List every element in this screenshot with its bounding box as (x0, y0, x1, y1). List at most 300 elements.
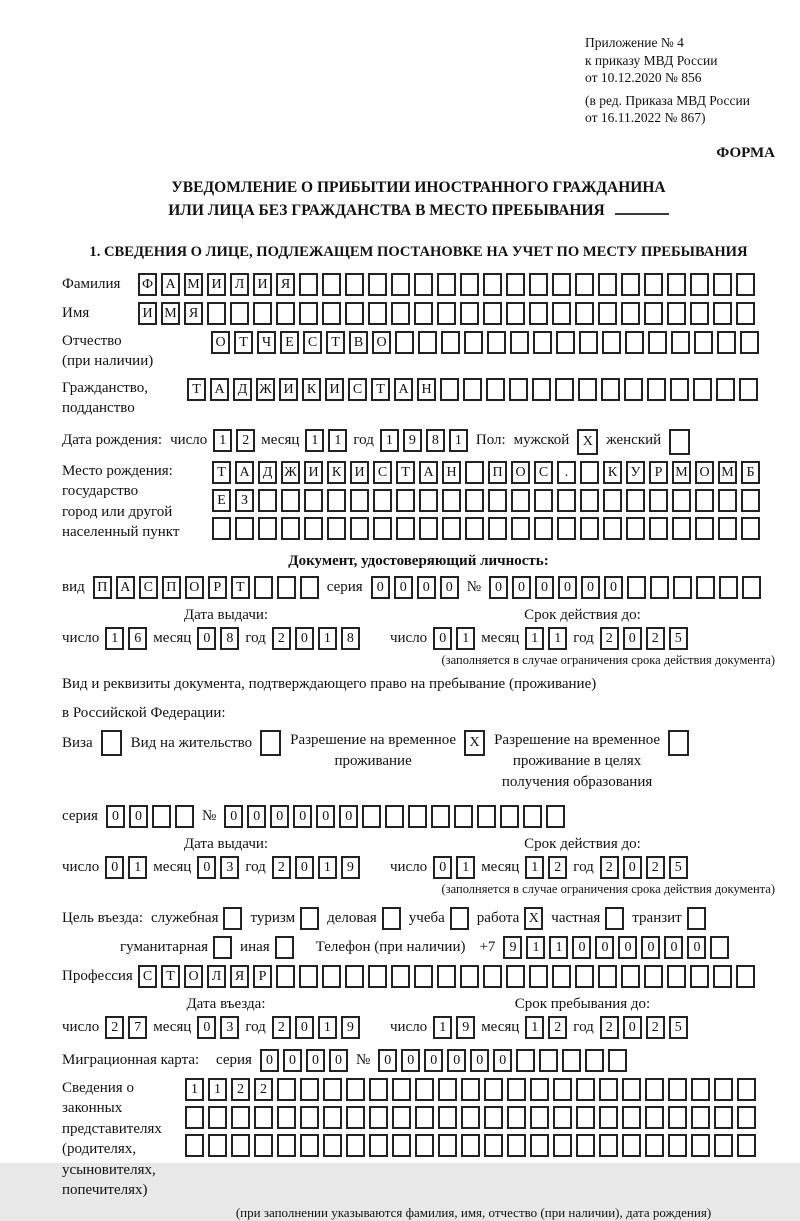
char-box[interactable] (626, 489, 645, 512)
char-box[interactable]: 1 (433, 1016, 452, 1039)
char-box[interactable]: О (211, 331, 230, 354)
char-box[interactable] (258, 517, 277, 540)
char-box[interactable] (368, 302, 387, 325)
char-box[interactable]: С (348, 378, 367, 401)
char-box[interactable]: Т (187, 378, 206, 401)
char-box[interactable] (276, 965, 295, 988)
char-box[interactable]: С (138, 965, 157, 988)
char-box[interactable] (414, 273, 433, 296)
char-box[interactable] (437, 965, 456, 988)
char-box[interactable]: 7 (128, 1016, 147, 1039)
char-box[interactable] (419, 517, 438, 540)
char-box[interactable] (322, 965, 341, 988)
char-box[interactable] (101, 730, 122, 756)
char-box[interactable]: 0 (664, 936, 683, 959)
char-box[interactable] (736, 273, 755, 296)
char-box[interactable]: 0 (440, 576, 459, 599)
char-box[interactable] (575, 273, 594, 296)
char-box[interactable] (506, 302, 525, 325)
char-box[interactable] (713, 273, 732, 296)
char-box[interactable]: Т (231, 576, 250, 599)
char-box[interactable]: 0 (306, 1049, 325, 1072)
char-box[interactable]: 5 (669, 627, 688, 650)
char-box[interactable]: К (327, 461, 346, 484)
char-box[interactable]: Ж (281, 461, 300, 484)
char-box[interactable] (552, 965, 571, 988)
char-box[interactable] (667, 273, 686, 296)
char-box[interactable] (442, 517, 461, 540)
char-box[interactable] (345, 302, 364, 325)
char-box[interactable] (258, 489, 277, 512)
char-box[interactable]: Д (233, 378, 252, 401)
char-box[interactable] (625, 331, 644, 354)
char-box[interactable]: 1 (549, 936, 568, 959)
char-box[interactable] (718, 517, 737, 540)
char-box[interactable]: Т (212, 461, 231, 484)
char-box[interactable]: 0 (401, 1049, 420, 1072)
char-box[interactable] (741, 489, 760, 512)
char-box[interactable]: . (557, 461, 576, 484)
char-box[interactable]: 1 (449, 429, 468, 452)
char-box[interactable] (622, 1106, 641, 1129)
char-box[interactable]: 1 (328, 429, 347, 452)
char-box[interactable]: Т (371, 378, 390, 401)
char-box[interactable]: 0 (433, 856, 452, 879)
char-box[interactable]: В (349, 331, 368, 354)
char-box[interactable] (580, 489, 599, 512)
char-box[interactable]: 8 (426, 429, 445, 452)
char-box[interactable] (608, 1049, 627, 1072)
char-box[interactable] (483, 965, 502, 988)
char-box[interactable] (557, 517, 576, 540)
char-box[interactable] (304, 489, 323, 512)
char-box[interactable]: 1 (380, 429, 399, 452)
char-box[interactable] (529, 302, 548, 325)
char-box[interactable] (185, 1134, 204, 1157)
char-box[interactable]: 2 (272, 627, 291, 650)
char-box[interactable]: 2 (646, 1016, 665, 1039)
char-box[interactable]: Р (649, 461, 668, 484)
char-box[interactable] (687, 907, 706, 930)
char-box[interactable]: 0 (378, 1049, 397, 1072)
char-box[interactable] (742, 576, 761, 599)
char-box[interactable] (647, 378, 666, 401)
char-box[interactable] (599, 1078, 618, 1101)
char-box[interactable] (672, 489, 691, 512)
char-box[interactable]: 0 (129, 805, 148, 828)
char-box[interactable]: Я (230, 965, 249, 988)
char-box[interactable] (323, 1134, 342, 1157)
char-box[interactable]: 0 (512, 576, 531, 599)
char-box[interactable]: 1 (525, 627, 544, 650)
char-box[interactable] (346, 1134, 365, 1157)
char-box[interactable] (530, 1078, 549, 1101)
char-box[interactable]: З (235, 489, 254, 512)
char-box[interactable] (350, 517, 369, 540)
char-box[interactable] (714, 1106, 733, 1129)
char-box[interactable] (553, 1106, 572, 1129)
char-box[interactable]: 9 (341, 856, 360, 879)
char-box[interactable]: 0 (623, 627, 642, 650)
char-box[interactable]: 1 (318, 856, 337, 879)
char-box[interactable] (576, 1106, 595, 1129)
char-box[interactable]: 1 (105, 627, 124, 650)
char-box[interactable] (553, 1134, 572, 1157)
char-box[interactable] (562, 1049, 581, 1072)
char-box[interactable]: X (464, 730, 485, 756)
char-box[interactable]: Ч (257, 331, 276, 354)
char-box[interactable]: 0 (260, 1049, 279, 1072)
char-box[interactable]: 0 (558, 576, 577, 599)
char-box[interactable] (463, 378, 482, 401)
char-box[interactable] (506, 965, 525, 988)
char-box[interactable]: 1 (318, 1016, 337, 1039)
char-box[interactable] (644, 273, 663, 296)
char-box[interactable] (534, 489, 553, 512)
char-box[interactable] (437, 302, 456, 325)
char-box[interactable]: П (162, 576, 181, 599)
char-box[interactable] (603, 489, 622, 512)
char-box[interactable]: 0 (581, 576, 600, 599)
char-box[interactable] (484, 1078, 503, 1101)
char-box[interactable] (483, 273, 502, 296)
char-box[interactable] (231, 1134, 250, 1157)
char-box[interactable]: У (626, 461, 645, 484)
char-box[interactable] (369, 1106, 388, 1129)
char-box[interactable] (605, 907, 624, 930)
char-box[interactable] (461, 1078, 480, 1101)
char-box[interactable] (213, 936, 232, 959)
char-box[interactable]: А (116, 576, 135, 599)
char-box[interactable] (693, 378, 712, 401)
char-box[interactable]: Е (280, 331, 299, 354)
char-box[interactable]: 2 (236, 429, 255, 452)
char-box[interactable]: 0 (623, 856, 642, 879)
char-box[interactable]: Я (184, 302, 203, 325)
char-box[interactable] (275, 936, 294, 959)
char-box[interactable] (345, 273, 364, 296)
char-box[interactable]: 0 (295, 1016, 314, 1039)
char-box[interactable]: 2 (254, 1078, 273, 1101)
char-box[interactable]: Е (212, 489, 231, 512)
char-box[interactable]: 0 (339, 805, 358, 828)
char-box[interactable] (557, 489, 576, 512)
char-box[interactable]: Р (208, 576, 227, 599)
char-box[interactable] (716, 378, 735, 401)
char-box[interactable]: 0 (371, 576, 390, 599)
char-box[interactable] (207, 302, 226, 325)
char-box[interactable] (414, 302, 433, 325)
char-box[interactable]: 0 (270, 805, 289, 828)
char-box[interactable] (385, 805, 404, 828)
char-box[interactable] (516, 1049, 535, 1072)
char-box[interactable] (737, 1106, 756, 1129)
char-box[interactable]: А (419, 461, 438, 484)
char-box[interactable] (208, 1106, 227, 1129)
char-box[interactable] (477, 805, 496, 828)
char-box[interactable] (185, 1106, 204, 1129)
char-box[interactable] (277, 1106, 296, 1129)
char-box[interactable] (300, 907, 319, 930)
char-box[interactable] (465, 461, 484, 484)
char-box[interactable]: 0 (295, 627, 314, 650)
char-box[interactable]: 8 (220, 627, 239, 650)
char-box[interactable] (691, 1078, 710, 1101)
char-box[interactable] (622, 1078, 641, 1101)
char-box[interactable] (690, 273, 709, 296)
char-box[interactable]: 0 (687, 936, 706, 959)
char-box[interactable]: 1 (548, 627, 567, 650)
char-box[interactable]: И (253, 273, 272, 296)
char-box[interactable]: 2 (548, 856, 567, 879)
char-box[interactable] (575, 302, 594, 325)
char-box[interactable] (671, 331, 690, 354)
char-box[interactable] (530, 1134, 549, 1157)
char-box[interactable] (530, 1106, 549, 1129)
char-box[interactable]: А (394, 378, 413, 401)
char-box[interactable] (621, 302, 640, 325)
char-box[interactable] (464, 331, 483, 354)
char-box[interactable] (415, 1078, 434, 1101)
char-box[interactable]: К (302, 378, 321, 401)
char-box[interactable] (578, 378, 597, 401)
char-box[interactable] (486, 378, 505, 401)
char-box[interactable]: Л (230, 273, 249, 296)
char-box[interactable]: О (372, 331, 391, 354)
char-box[interactable]: 0 (329, 1049, 348, 1072)
char-box[interactable]: Н (442, 461, 461, 484)
char-box[interactable]: 0 (106, 805, 125, 828)
char-box[interactable]: Ж (256, 378, 275, 401)
char-box[interactable]: И (207, 273, 226, 296)
char-box[interactable] (645, 1106, 664, 1129)
char-box[interactable] (585, 1049, 604, 1072)
char-box[interactable] (300, 1106, 319, 1129)
char-box[interactable] (300, 1134, 319, 1157)
char-box[interactable] (395, 331, 414, 354)
char-box[interactable]: 9 (341, 1016, 360, 1039)
char-box[interactable] (415, 1134, 434, 1157)
char-box[interactable] (695, 489, 714, 512)
char-box[interactable] (276, 302, 295, 325)
char-box[interactable]: 1 (526, 936, 545, 959)
char-box[interactable] (717, 331, 736, 354)
char-box[interactable] (552, 273, 571, 296)
char-box[interactable] (431, 805, 450, 828)
char-box[interactable] (322, 273, 341, 296)
char-box[interactable]: 0 (572, 936, 591, 959)
char-box[interactable]: 2 (600, 1016, 619, 1039)
char-box[interactable] (254, 1106, 273, 1129)
char-box[interactable]: Я (276, 273, 295, 296)
char-box[interactable] (500, 805, 519, 828)
char-box[interactable]: 8 (341, 627, 360, 650)
char-box[interactable] (408, 805, 427, 828)
char-box[interactable] (713, 965, 732, 988)
char-box[interactable]: 0 (424, 1049, 443, 1072)
char-box[interactable] (598, 302, 617, 325)
char-box[interactable] (741, 517, 760, 540)
char-box[interactable] (645, 1134, 664, 1157)
char-box[interactable] (668, 1134, 687, 1157)
char-box[interactable]: А (210, 378, 229, 401)
char-box[interactable] (580, 517, 599, 540)
char-box[interactable] (736, 302, 755, 325)
char-box[interactable] (669, 429, 690, 455)
char-box[interactable] (507, 1134, 526, 1157)
char-box[interactable]: М (161, 302, 180, 325)
char-box[interactable] (442, 489, 461, 512)
char-box[interactable] (304, 517, 323, 540)
char-box[interactable] (690, 302, 709, 325)
char-box[interactable]: М (672, 461, 691, 484)
char-box[interactable] (465, 489, 484, 512)
char-box[interactable] (601, 378, 620, 401)
char-box[interactable] (441, 331, 460, 354)
char-box[interactable]: 0 (489, 576, 508, 599)
char-box[interactable] (440, 378, 459, 401)
char-box[interactable] (281, 517, 300, 540)
char-box[interactable]: М (718, 461, 737, 484)
char-box[interactable]: 5 (669, 856, 688, 879)
char-box[interactable]: О (184, 965, 203, 988)
char-box[interactable]: А (161, 273, 180, 296)
char-box[interactable] (714, 1134, 733, 1157)
char-box[interactable] (362, 805, 381, 828)
char-box[interactable] (552, 302, 571, 325)
char-box[interactable]: 2 (105, 1016, 124, 1039)
char-box[interactable] (327, 517, 346, 540)
char-box[interactable] (691, 1106, 710, 1129)
char-box[interactable] (391, 965, 410, 988)
char-box[interactable] (253, 302, 272, 325)
char-box[interactable] (511, 517, 530, 540)
char-box[interactable]: 9 (456, 1016, 475, 1039)
char-box[interactable] (299, 302, 318, 325)
char-box[interactable]: 9 (403, 429, 422, 452)
char-box[interactable] (277, 1134, 296, 1157)
char-box[interactable]: 3 (220, 856, 239, 879)
char-box[interactable] (714, 1078, 733, 1101)
char-box[interactable] (350, 489, 369, 512)
char-box[interactable]: 1 (305, 429, 324, 452)
char-box[interactable]: Т (326, 331, 345, 354)
char-box[interactable] (392, 1078, 411, 1101)
char-box[interactable] (672, 517, 691, 540)
char-box[interactable]: 0 (283, 1049, 302, 1072)
char-box[interactable]: 1 (208, 1078, 227, 1101)
char-box[interactable] (670, 378, 689, 401)
char-box[interactable]: 1 (525, 856, 544, 879)
char-box[interactable]: 2 (272, 856, 291, 879)
char-box[interactable] (603, 517, 622, 540)
char-box[interactable] (223, 907, 242, 930)
char-box[interactable] (230, 302, 249, 325)
char-box[interactable] (575, 965, 594, 988)
char-box[interactable] (737, 1078, 756, 1101)
char-box[interactable]: 0 (224, 805, 243, 828)
char-box[interactable] (231, 1106, 250, 1129)
char-box[interactable] (437, 273, 456, 296)
char-box[interactable]: 1 (456, 627, 475, 650)
char-box[interactable]: С (139, 576, 158, 599)
char-box[interactable] (533, 331, 552, 354)
char-box[interactable]: Л (207, 965, 226, 988)
char-box[interactable] (465, 517, 484, 540)
char-box[interactable] (488, 517, 507, 540)
char-box[interactable] (415, 1106, 434, 1129)
char-box[interactable] (511, 489, 530, 512)
char-box[interactable]: Т (396, 461, 415, 484)
char-box[interactable]: А (235, 461, 254, 484)
char-box[interactable] (281, 489, 300, 512)
char-box[interactable] (487, 331, 506, 354)
char-box[interactable] (454, 805, 473, 828)
char-box[interactable] (737, 1134, 756, 1157)
char-box[interactable]: 1 (525, 1016, 544, 1039)
char-box[interactable] (327, 489, 346, 512)
char-box[interactable]: 2 (600, 627, 619, 650)
char-box[interactable] (483, 302, 502, 325)
char-box[interactable]: 0 (293, 805, 312, 828)
char-box[interactable]: 1 (185, 1078, 204, 1101)
char-box[interactable]: 2 (231, 1078, 250, 1101)
char-box[interactable]: 6 (128, 627, 147, 650)
char-box[interactable] (691, 1134, 710, 1157)
char-box[interactable] (668, 730, 689, 756)
char-box[interactable] (368, 965, 387, 988)
char-box[interactable] (510, 331, 529, 354)
char-box[interactable]: 0 (623, 1016, 642, 1039)
char-box[interactable] (346, 1078, 365, 1101)
char-box[interactable] (507, 1106, 526, 1129)
char-box[interactable] (460, 965, 479, 988)
char-box[interactable] (323, 1078, 342, 1101)
char-box[interactable]: 0 (316, 805, 335, 828)
char-box[interactable]: 0 (447, 1049, 466, 1072)
char-box[interactable] (414, 965, 433, 988)
char-box[interactable]: 0 (197, 627, 216, 650)
char-box[interactable] (208, 1134, 227, 1157)
char-box[interactable]: 0 (641, 936, 660, 959)
char-box[interactable] (373, 489, 392, 512)
char-box[interactable] (556, 331, 575, 354)
char-box[interactable] (450, 907, 469, 930)
char-box[interactable] (719, 576, 738, 599)
char-box[interactable] (718, 489, 737, 512)
char-box[interactable]: 1 (318, 627, 337, 650)
char-box[interactable] (484, 1134, 503, 1157)
char-box[interactable]: Ф (138, 273, 157, 296)
char-box[interactable]: 2 (646, 627, 665, 650)
char-box[interactable] (461, 1134, 480, 1157)
char-box[interactable] (235, 517, 254, 540)
char-box[interactable]: 0 (493, 1049, 512, 1072)
char-box[interactable] (579, 331, 598, 354)
char-box[interactable] (599, 1106, 618, 1129)
char-box[interactable] (740, 331, 759, 354)
char-box[interactable] (598, 965, 617, 988)
char-box[interactable]: И (138, 302, 157, 325)
char-box[interactable] (667, 302, 686, 325)
char-box[interactable]: 1 (213, 429, 232, 452)
char-box[interactable] (369, 1078, 388, 1101)
char-box[interactable] (694, 331, 713, 354)
char-box[interactable] (580, 461, 599, 484)
char-box[interactable] (576, 1078, 595, 1101)
char-box[interactable]: 0 (618, 936, 637, 959)
char-box[interactable]: 5 (669, 1016, 688, 1039)
